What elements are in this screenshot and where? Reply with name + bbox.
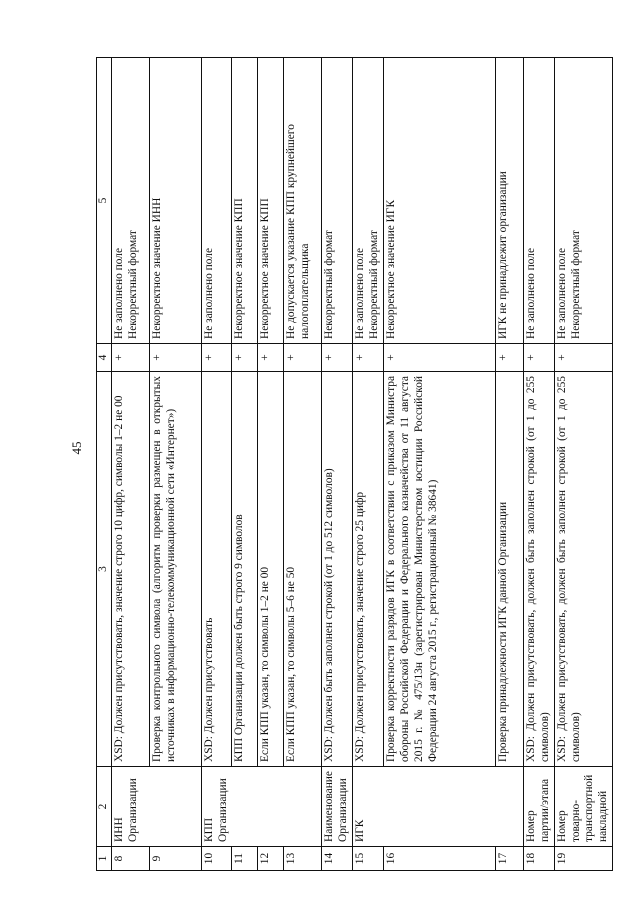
check-description: Если КПП указан, то символы 5–6 не 50	[284, 372, 322, 767]
table-row	[284, 58, 322, 871]
table-row	[111, 58, 149, 871]
table-header-row	[97, 58, 112, 871]
error-message: Некорректное значение ИГК	[383, 58, 495, 344]
check-description: КПП Организации должен быть строго 9 символов	[232, 372, 258, 767]
check-description: Проверка корректности разрядов ИГК в соответствии с приказом Министра обороны Российской Федерации и Федерального казначейства от 11 августа 2015 г. № 475/13н (зарегистрирован Министерством юстиции Российской Федерации 24 августа 2015 г., регистрационный № 38641)	[383, 372, 495, 767]
error-message: Не допускается указание КПП крупнейшего налогоплательщика	[284, 58, 322, 344]
row-number: 8	[111, 847, 149, 871]
table-row	[232, 58, 258, 871]
header-col-5: 5	[97, 58, 112, 344]
flag-mark: +	[353, 344, 384, 372]
header-col-2: 2	[97, 767, 112, 847]
field-name: Номер партии/этапа	[523, 767, 554, 847]
validation-table	[96, 57, 613, 871]
row-number: 13	[284, 847, 322, 871]
row-number: 10	[201, 847, 231, 871]
flag-mark: +	[232, 344, 258, 372]
row-number: 19	[554, 847, 613, 871]
check-description: XSD: Должен присутствовать, значение строго 10 цифр, символы 1–2 не 00	[111, 372, 149, 767]
field-name: КПП Организации	[201, 767, 231, 847]
field-name	[284, 767, 322, 847]
flag-mark: +	[523, 344, 554, 372]
error-message: Некорректное значение КПП	[258, 58, 284, 344]
field-name: ИГК	[353, 767, 384, 847]
flag-mark: +	[383, 344, 495, 372]
check-description: XSD: Должен присутствовать	[201, 372, 231, 767]
row-number: 17	[495, 847, 523, 871]
header-col-4: 4	[97, 344, 112, 372]
check-description: Если КПП указан, то символы 1–2 не 00	[258, 372, 284, 767]
error-message: Не заполнено поле	[523, 58, 554, 344]
table-row	[495, 58, 523, 871]
field-name	[383, 767, 495, 847]
error-message: Не заполнено поле Некорректный формат	[554, 58, 613, 344]
error-message: Некорректное значение КПП	[232, 58, 258, 344]
error-message: ИГК не принадлежит организации	[495, 58, 523, 344]
flag-mark: +	[554, 344, 613, 372]
error-message: Не заполнено поле Некорректный формат	[111, 58, 149, 344]
table-row	[383, 58, 495, 871]
flag-mark: +	[258, 344, 284, 372]
field-name	[495, 767, 523, 847]
table-row	[554, 58, 613, 871]
field-name: Наименование Организации	[322, 767, 353, 847]
row-number: 11	[232, 847, 258, 871]
flag-mark: +	[111, 344, 149, 372]
error-message: Не заполнено поле	[201, 58, 231, 344]
page-number: 45	[69, 441, 84, 455]
row-number: 14	[322, 847, 353, 871]
row-number: 12	[258, 847, 284, 871]
check-description: XSD: Должен присутствовать, должен быть заполнен строкой (от 1 до 255 символов)	[523, 372, 554, 767]
flag-mark: +	[201, 344, 231, 372]
flag-mark: +	[149, 344, 201, 372]
row-number: 18	[523, 847, 554, 871]
table-row	[523, 58, 554, 871]
table-row	[322, 58, 353, 871]
error-message: Некорректный формат	[322, 58, 353, 344]
check-description: XSD: Должен быть заполнен строкой (от 1 до 512 символов)	[322, 372, 353, 767]
flag-mark: +	[284, 344, 322, 372]
header-col-1: 1	[97, 847, 112, 871]
error-message: Некорректное значение ИНН	[149, 58, 201, 344]
flag-mark: +	[322, 344, 353, 372]
check-description: XSD: Должен присутствовать, значение строго 25 цифр	[353, 372, 384, 767]
table-row	[201, 58, 231, 871]
table-row	[353, 58, 384, 871]
field-name	[258, 767, 284, 847]
table-row	[149, 58, 201, 871]
row-number: 15	[353, 847, 384, 871]
row-number: 9	[149, 847, 201, 871]
check-description: XSD: Должен присутствовать, должен быть заполнен строкой (от 1 до 255 символов)	[554, 372, 613, 767]
table-row	[258, 58, 284, 871]
field-name	[232, 767, 258, 847]
error-message: Не заполнено поле Некорректный формат	[353, 58, 384, 344]
check-description: Проверка принадлежности ИГК данной Организации	[495, 372, 523, 767]
field-name: ИНН Организации	[111, 767, 149, 847]
rotated-page	[96, 58, 610, 871]
rotated-table-area	[96, 58, 610, 871]
row-number: 16	[383, 847, 495, 871]
flag-mark: +	[495, 344, 523, 372]
header-col-3: 3	[97, 372, 112, 767]
field-name: Номер товарно-транспортной накладной	[554, 767, 613, 847]
field-name	[149, 767, 201, 847]
check-description: Проверка контрольного символа (алгоритм проверки размещен в открытых источниках в информационно-телекоммуникационной сети «Интернет»)	[149, 372, 201, 767]
